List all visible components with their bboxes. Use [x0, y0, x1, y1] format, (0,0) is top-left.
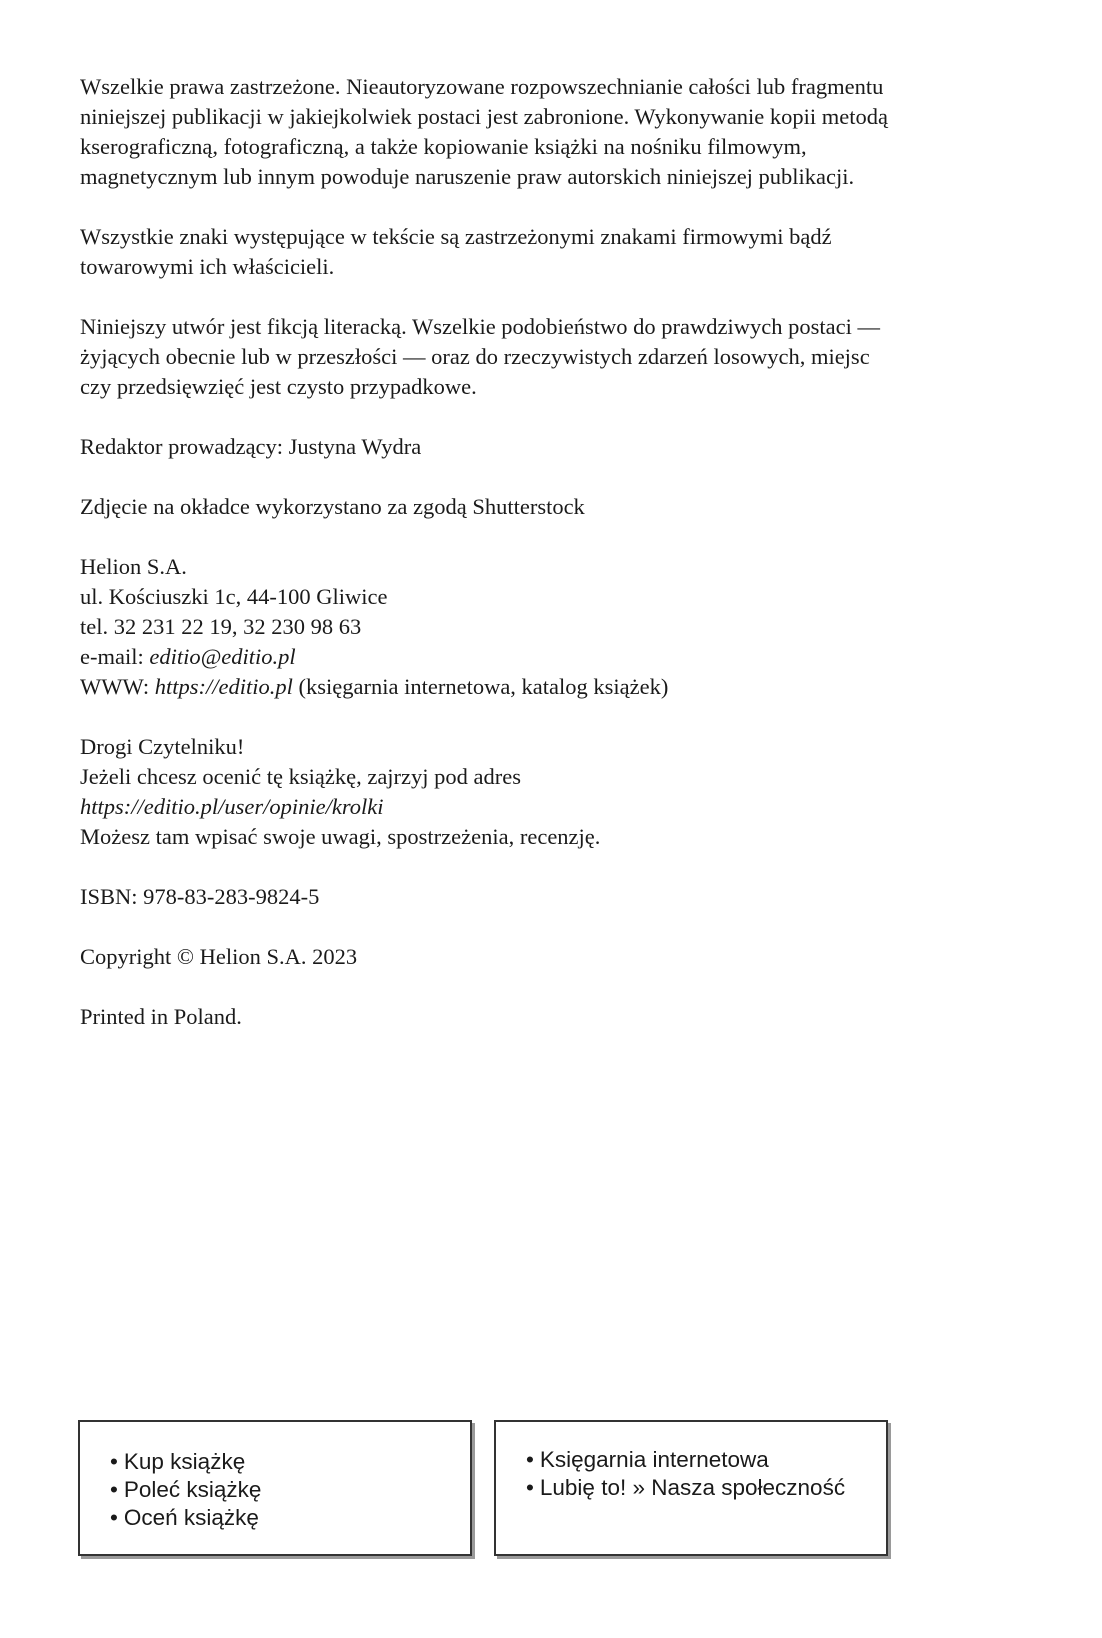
reader-greeting: Drogi Czytelniku!	[80, 734, 245, 759]
bullet: •	[110, 1505, 118, 1530]
review-url-link[interactable]: https://editio.pl/user/opinie/krolki	[80, 794, 384, 819]
trademarks-paragraph	[80, 222, 1040, 282]
rate-book-label: Oceń książkę	[123, 1505, 259, 1530]
online-bookstore-link[interactable]	[526, 1446, 886, 1474]
trademarks-line: towarowymi ich właścicieli.	[80, 254, 335, 279]
reader-line-1: Jeżeli chcesz ocenić tę książkę, zajrzyj pod adres	[80, 764, 522, 789]
editor-line: Redaktor prowadzący: Justyna Wydra	[80, 434, 422, 459]
email-link[interactable]: editio@editio.pl	[149, 644, 296, 669]
recommend-book-link[interactable]	[110, 1476, 470, 1504]
community-link[interactable]	[526, 1474, 886, 1502]
bullet: •	[526, 1447, 534, 1472]
community-label: Lubię to! » Nasza społeczność	[539, 1475, 846, 1500]
bullet: •	[526, 1475, 534, 1500]
www-label: WWW:	[80, 674, 155, 699]
fiction-line: czy przedsięwzięć jest czysto przypadkowe.	[80, 374, 477, 399]
publisher-address: ul. Kościuszki 1c, 44-100 Gliwice	[80, 584, 388, 609]
imprint-page-text	[80, 72, 1040, 1062]
publisher-www-line	[80, 672, 1040, 702]
reader-line-2: Możesz tam wpisać swoje uwagi, spostrzeżenia, recenzję.	[80, 824, 601, 849]
buy-book-label: Kup książkę	[123, 1449, 246, 1474]
rights-line: Wszelkie prawa zastrzeżone. Nieautoryzowane rozpowszechnianie całości lub fragmentu	[80, 74, 884, 99]
publisher-phone: tel. 32 231 22 19, 32 230 98 63	[80, 614, 362, 639]
publisher-block	[80, 552, 1040, 702]
publisher-email-line	[80, 642, 1040, 672]
trademarks-line: Wszystkie znaki występujące w tekście są zastrzeżonymi znakami firmowymi bądź	[80, 224, 832, 249]
bullet: •	[110, 1449, 118, 1474]
reader-block	[80, 732, 1040, 852]
www-note: (księgarnia internetowa, katalog książek)	[292, 674, 669, 699]
store-links-box	[494, 1420, 888, 1556]
fiction-line: żyjących obecnie lub w przeszłości — oraz do rzeczywistych zdarzeń losowych, miejsc	[80, 344, 870, 369]
cover-photo-line: Zdjęcie na okładce wykorzystano za zgodą Shutterstock	[80, 494, 585, 519]
buy-book-link[interactable]	[110, 1448, 470, 1476]
recommend-book-label: Poleć książkę	[123, 1477, 262, 1502]
rights-line: kserograficzną, fotograficzną, a także kopiowanie książki na nośniku filmowym,	[80, 134, 807, 159]
online-bookstore-label: Księgarnia internetowa	[539, 1447, 769, 1472]
www-link[interactable]: https://editio.pl	[154, 674, 293, 699]
rights-paragraph	[80, 72, 1040, 192]
rate-book-link[interactable]	[110, 1504, 470, 1532]
printed-line: Printed in Poland.	[80, 1004, 242, 1029]
bullet: •	[110, 1477, 118, 1502]
isbn-line: ISBN: 978-83-283-9824-5	[80, 884, 320, 909]
rights-line: niniejszej publikacji w jakiejkolwiek postaci jest zabronione. Wykonywanie kopii metodą	[80, 104, 889, 129]
fiction-line: Niniejszy utwór jest fikcją literacką. Wszelkie podobieństwo do prawdziwych postaci —	[80, 314, 880, 339]
copyright-line: Copyright © Helion S.A. 2023	[80, 944, 358, 969]
rights-line: magnetycznym lub innym powoduje naruszenie praw autorskich niniejszej publikacji.	[80, 164, 855, 189]
email-label: e-mail:	[80, 644, 150, 669]
book-actions-box	[78, 1420, 472, 1556]
fiction-paragraph	[80, 312, 1040, 402]
publisher-name: Helion S.A.	[80, 554, 187, 579]
